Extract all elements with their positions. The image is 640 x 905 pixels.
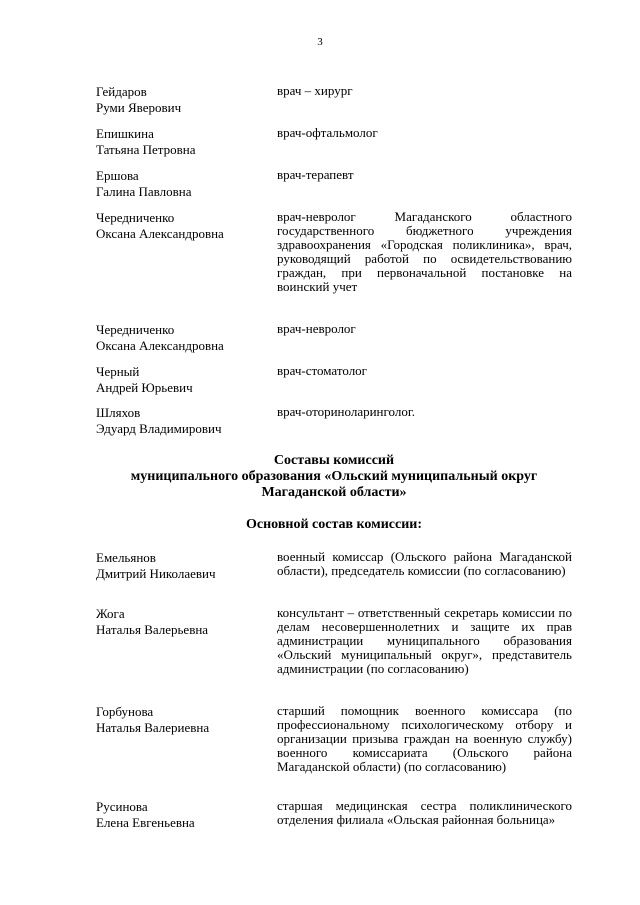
given-names: Наталья Валерьевна [96,622,209,637]
doctor-role: врач-терапевт [277,167,354,182]
doctor-role: врач-оториноларинголог. [277,404,415,419]
surname: Ершова [96,168,139,183]
member-name [96,799,266,831]
section-title-line: муниципального образования «Ольский муниципальный округ [130,469,538,484]
member-role: старшая медицинская сестра поликлинического отделения филиала «Ольская районная больница» [277,798,572,827]
given-names: Елена Евгеньевна [96,815,195,830]
given-names: Руми Яверович [96,100,182,115]
surname: Жога [96,606,125,621]
section-title [96,453,572,501]
subsection-title: Основной состав комиссии: [246,517,422,532]
given-names: Татьяна Петровна [96,142,196,157]
doctor-role: врач-невролог Магаданского областного государственного бюджетного учреждения здравоохранения «Городская поликлиника», врач, руководящий работой по освидетельствованию граждан, при первоначальной постановке на воинский учет [277,209,572,294]
section-title-line: Составы комиссий [273,453,395,468]
given-names: Галина Павловна [96,184,192,199]
doctor-role: врач – хирург [277,83,353,98]
member-role: консультант – ответственный секретарь комиссии по делам несовершеннолетних и защите их прав администрации муниципального образования «Ольский муниципальный округ», представитель администрации (по согласованию) [277,605,572,676]
section-title-line: Магаданской области» [261,485,407,500]
member-role: военный комиссар (Ольского района Магаданской области), председатель комиссии (по согласованию) [277,549,572,578]
given-names: Наталья Валериевна [96,720,210,735]
surname: Русинова [96,799,148,814]
given-names: Оксана Александровна [96,226,224,241]
member-name [96,606,266,638]
member-role: старший помощник военного комиссара (по профессиональному психологическому отбору и организации призыва граждан на военную службу) военного комиссариата (Ольского района Магаданской области) (по согласованию) [277,703,572,774]
given-names: Эдуард Владимирович [96,421,222,436]
surname: Емельянов [96,550,156,565]
surname: Черный [96,364,140,379]
given-names: Андрей Юрьевич [96,380,193,395]
doctor-name [96,126,266,158]
given-names: Дмитрий Николаевич [96,566,216,581]
surname: Чередниченко [96,210,175,225]
doctor-role: врач-офтальмолог [277,125,378,140]
page-number: 3 [317,36,323,48]
doctor-role: врач-стоматолог [277,363,368,378]
doctor-role: врач-невролог [277,321,356,336]
member-name [96,704,266,736]
surname: Гейдаров [96,84,147,99]
doctor-name [96,84,266,116]
doctor-name [96,405,266,437]
doctor-name [96,168,266,200]
given-names: Оксана Александровна [96,338,224,353]
surname: Горбунова [96,704,154,719]
doctor-name [96,322,266,354]
doctor-name [96,210,266,242]
surname: Епишкина [96,126,154,141]
surname: Шляхов [96,405,141,420]
surname: Чередниченко [96,322,175,337]
member-name [96,550,266,582]
doctor-name [96,364,266,396]
